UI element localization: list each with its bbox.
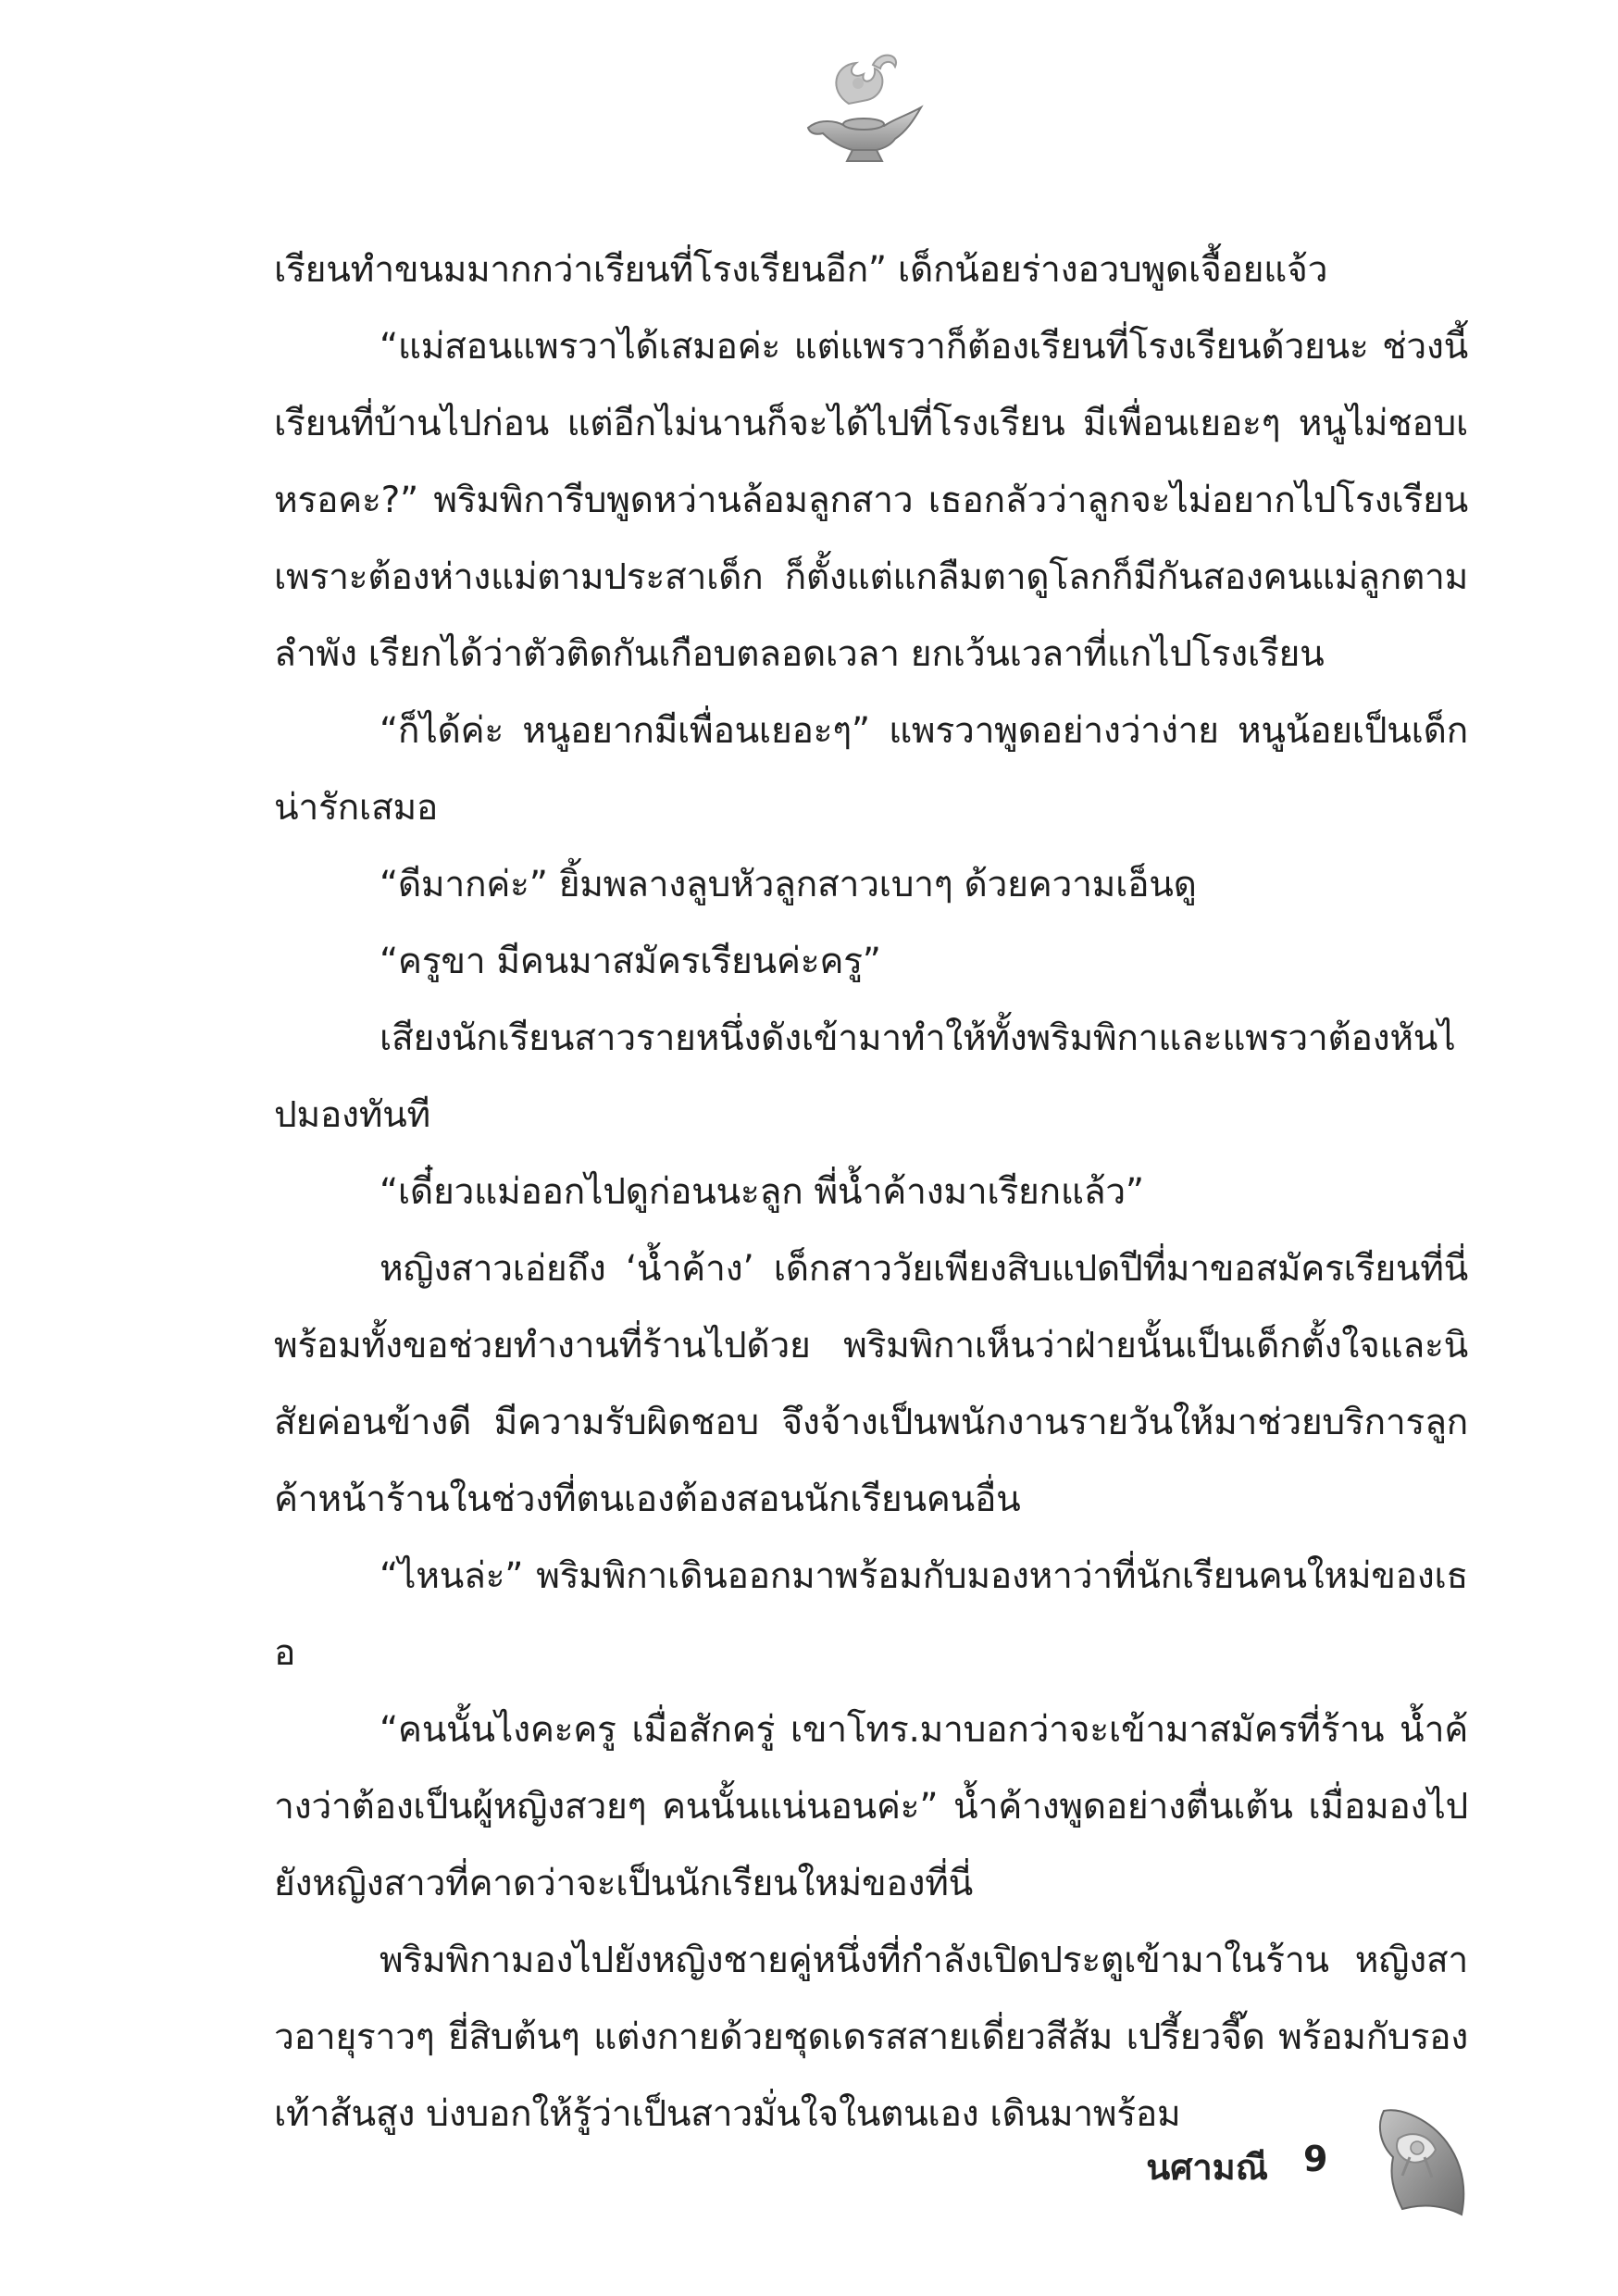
paragraph-2: “แม่สอนแพรวาได้เสมอค่ะ แต่แพรวาก็ต้องเรียนที่โรงเรียนด้วยนะ ช่วงนี้เรียนที่บ้านไปก่อน แต่อีกไม่นานก็จะได้ไปที่โรงเรียน มีเพื่อนเยอะๆ หนูไม่ชอบเหรอคะ?” พริมพิการีบพูดหว่านล้อมลูกสาว เธอกลัวว่าลูกจะไม่อยากไปโรงเรียนเพราะต้องห่างแม่ตามประสาเด็ก ก็ตั้งแต่แกลืมตาดูโลกก็มีกันสองคนแม่ลูกตามลำพัง เรียกได้ว่าตัวติดกันเกือบตลอดเวลา ยกเว้นเวลาที่แกไปโรงเรียน <box>274 326 1468 675</box>
paragraph-1: เรียนทำขนมมากกว่าเรียนที่โรงเรียนอีก” เด็กน้อยร่างอวบพูดเจื้อยแจ้ว <box>274 249 1328 291</box>
header-lamp-icon <box>791 46 930 171</box>
page-footer <box>1092 2102 1481 2231</box>
paragraph-11: พริมพิกามองไปยังหญิงชายคู่หนึ่งที่กำลังเปิดประตูเข้ามาในร้าน หญิงสาวอายุราวๆ ยี่สิบต้นๆ แต่งกายด้วยชุดเดรสสายเดี่ยวสีส้ม เปรี้ยวจี๊ด พร้อมกับรองเท้าส้นสูง บ่งบอกให้รู้ว่าเป็นสาวมั่นใจในตนเอง เดินมาพร้อม <box>274 1940 1468 2135</box>
chapter-body <box>274 231 1468 2135</box>
paragraph-7: “เดี๋ยวแม่ออกไปดูก่อนนะลูก พี่น้ำค้างมาเรียกแล้ว” <box>380 1171 1144 1213</box>
gift-ribbon-icon <box>1365 2102 1472 2222</box>
paragraph-3: “ก็ได้ค่ะ หนูอยากมีเพื่อนเยอะๆ” แพรวาพูดอย่างว่าง่าย หนูน้อยเป็นเด็กน่ารักเสมอ <box>274 710 1468 829</box>
paragraph-6: เสียงนักเรียนสาวรายหนึ่งดังเข้ามาทำให้ทั้งพริมพิกาและแพรวาต้องหันไปมองทันที <box>274 1017 1456 1136</box>
paragraph-4: “ดีมากค่ะ” ยิ้มพลางลูบหัวลูกสาวเบาๆ ด้วยความเอ็นดู <box>380 864 1197 905</box>
author-name: นศามณี <box>1146 2147 1268 2188</box>
paragraph-8: หญิงสาวเอ่ยถึง ‘น้ำค้าง’ เด็กสาววัยเพียงสิบแปดปีที่มาขอสมัครเรียนที่นี่พร้อมทั้งขอช่วยทำงานที่ร้านไปด้วย พริมพิกาเห็นว่าฝ่ายนั้นเป็นเด็กตั้งใจและนิสัยค่อนข้างดี มีความรับผิดชอบ จึงจ้างเป็นพนักงานรายวันให้มาช่วยบริการลูกค้าหน้าร้านในช่วงที่ตนเองต้องสอนนักเรียนคนอื่น <box>274 1248 1468 1520</box>
page-number: 9 <box>1303 2139 1328 2179</box>
paragraph-10: “คนนั้นไงคะครู เมื่อสักครู่ เขาโทร.มาบอกว่าจะเข้ามาสมัครที่ร้าน น้ำค้างว่าต้องเป็นผู้หญิงสวยๆ คนนั้นแน่นอนค่ะ” น้ำค้างพูดอย่างตื่นเต้น เมื่อมองไปยังหญิงสาวที่คาดว่าจะเป็นนักเรียนใหม่ของที่นี่ <box>274 1709 1468 1904</box>
paragraph-9: “ไหนล่ะ” พริมพิกาเดินออกมาพร้อมกับมองหาว่าที่นักเรียนคนใหม่ของเธอ <box>274 1555 1468 1674</box>
paragraph-5: “ครูขา มีคนมาสมัครเรียนค่ะครู” <box>380 941 881 982</box>
